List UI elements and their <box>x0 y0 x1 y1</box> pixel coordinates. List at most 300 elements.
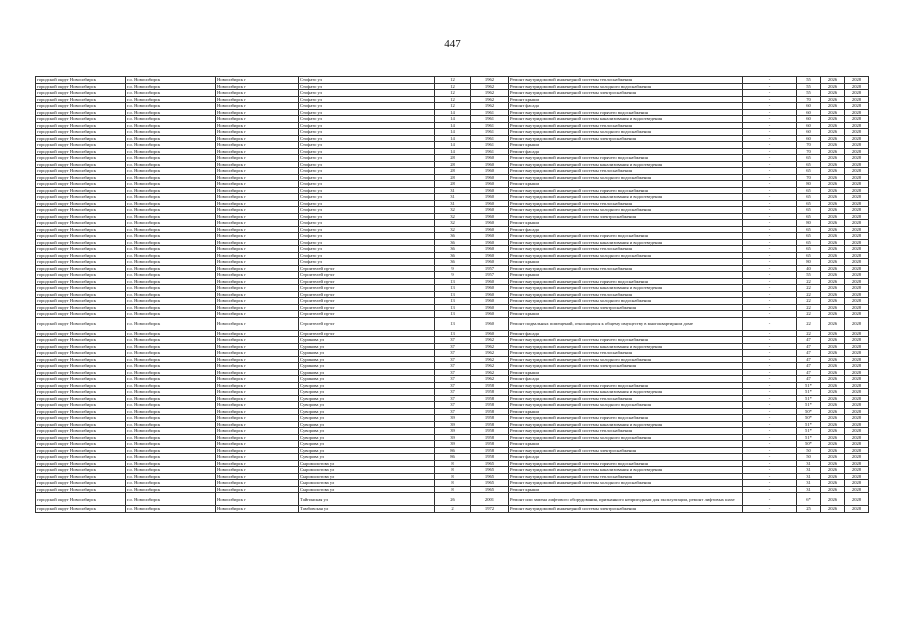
year-to-cell: 2028 <box>845 181 869 188</box>
dash-cell: - <box>743 103 797 110</box>
value-cell: 31 <box>797 473 821 480</box>
value-cell: 22 <box>797 291 821 298</box>
work-type-cell: Ремонт внутридомовой инженерной системы теплоснабжения <box>509 246 743 253</box>
house-number-cell: 37 <box>435 382 471 389</box>
build-year-cell: 1960 <box>471 181 509 188</box>
street-cell: Стофато ул <box>299 90 435 97</box>
city-district-cell: г.о. Новосибирск <box>126 129 216 136</box>
locality-cell: Новосибирск г <box>216 155 299 162</box>
city-district-cell: г.о. Новосибирск <box>126 285 216 292</box>
work-type-cell: Ремонт внутридомовой инженерной системы электроснабжения <box>509 213 743 220</box>
year-to-cell: 2028 <box>845 103 869 110</box>
locality-cell: Новосибирск г <box>216 90 299 97</box>
value-cell: 65 <box>797 194 821 201</box>
municipality-cell: городской округ Новосибирск <box>36 83 126 90</box>
city-district-cell: г.о. Новосибирск <box>126 317 216 330</box>
dash-cell: - <box>743 415 797 422</box>
value-cell: 65 <box>797 168 821 175</box>
dash-cell: - <box>743 116 797 123</box>
municipality-cell: городской округ Новосибирск <box>36 441 126 448</box>
build-year-cell: 1960 <box>471 285 509 292</box>
year-from-cell: 2026 <box>821 356 845 363</box>
street-cell: Строителей пр-кт <box>299 298 435 305</box>
dash-cell: - <box>743 122 797 129</box>
locality-cell: Новосибирск г <box>216 246 299 253</box>
year-to-cell: 2028 <box>845 467 869 474</box>
value-cell: 51* <box>797 382 821 389</box>
year-from-cell: 2026 <box>821 402 845 409</box>
house-number-cell: 14 <box>435 109 471 116</box>
value-cell: 70 <box>797 96 821 103</box>
dash-cell: - <box>743 434 797 441</box>
work-type-cell: Ремонт внутридомовой инженерной системы холодного водоснабжения <box>509 207 743 214</box>
year-to-cell: 2028 <box>845 252 869 259</box>
work-type-cell: Ремонт крыши <box>509 142 743 149</box>
municipality-cell: городской округ Новосибирск <box>36 486 126 493</box>
dash-cell: - <box>743 194 797 201</box>
year-from-cell: 2026 <box>821 493 845 506</box>
work-type-cell: Ремонт внутридомовой инженерной системы теплоснабжения <box>509 395 743 402</box>
street-cell: Строителей пр-кт <box>299 304 435 311</box>
dash-cell: - <box>743 181 797 188</box>
locality-cell: Новосибирск г <box>216 363 299 370</box>
value-cell: 31 <box>797 486 821 493</box>
dash-cell: - <box>743 272 797 279</box>
work-type-cell: Ремонт крыши <box>509 272 743 279</box>
house-number-cell: 13 <box>435 278 471 285</box>
year-to-cell: 2028 <box>845 220 869 227</box>
street-cell: Стофато ул <box>299 103 435 110</box>
city-district-cell: г.о. Новосибирск <box>126 291 216 298</box>
municipality-cell: городской округ Новосибирск <box>36 278 126 285</box>
build-year-cell: 1960 <box>471 317 509 330</box>
year-from-cell: 2026 <box>821 363 845 370</box>
street-cell: Суворова ул <box>299 408 435 415</box>
value-cell: 65 <box>797 233 821 240</box>
build-year-cell: 1960 <box>471 155 509 162</box>
year-from-cell: 2026 <box>821 441 845 448</box>
locality-cell: Новосибирск г <box>216 298 299 305</box>
year-from-cell: 2026 <box>821 460 845 467</box>
municipality-cell: городской округ Новосибирск <box>36 246 126 253</box>
build-year-cell: 1965 <box>471 473 509 480</box>
house-number-cell: 13 <box>435 291 471 298</box>
work-type-cell: Ремонт внутридомовой инженерной системы холодного водоснабжения <box>509 356 743 363</box>
locality-cell: Новосибирск г <box>216 233 299 240</box>
dash-cell: - <box>743 473 797 480</box>
value-cell: 80 <box>797 220 821 227</box>
value-cell: 60 <box>797 116 821 123</box>
locality-cell: Новосибирск г <box>216 200 299 207</box>
year-to-cell: 2028 <box>845 460 869 467</box>
year-from-cell: 2026 <box>821 122 845 129</box>
build-year-cell: 2001 <box>471 493 509 506</box>
table-row <box>36 506 869 513</box>
value-cell: 47 <box>797 337 821 344</box>
year-to-cell: 2028 <box>845 330 869 337</box>
municipality-cell: городской округ Новосибирск <box>36 168 126 175</box>
municipality-cell: городской округ Новосибирск <box>36 343 126 350</box>
city-district-cell: г.о. Новосибирск <box>126 395 216 402</box>
street-cell: Стофато ул <box>299 226 435 233</box>
locality-cell: Новосибирск г <box>216 96 299 103</box>
municipality-cell: городской округ Новосибирск <box>36 96 126 103</box>
year-from-cell: 2026 <box>821 272 845 279</box>
year-to-cell: 2028 <box>845 421 869 428</box>
value-cell: 65 <box>797 252 821 259</box>
street-cell: Сурикова ул <box>299 369 435 376</box>
year-from-cell: 2026 <box>821 252 845 259</box>
street-cell: Стофато ул <box>299 187 435 194</box>
house-number-cell: 8 <box>435 480 471 487</box>
year-from-cell: 2026 <box>821 220 845 227</box>
dash-cell: - <box>743 298 797 305</box>
year-from-cell: 2026 <box>821 447 845 454</box>
city-district-cell: г.о. Новосибирск <box>126 142 216 149</box>
build-year-cell: 1957 <box>471 265 509 272</box>
city-district-cell: г.о. Новосибирск <box>126 486 216 493</box>
work-type-cell: Ремонт внутридомовой инженерной системы канализования и водоотведения <box>509 116 743 123</box>
street-cell: Тайгинская ул <box>299 493 435 506</box>
municipality-cell: городской округ Новосибирск <box>36 506 126 513</box>
year-to-cell: 2028 <box>845 259 869 266</box>
year-to-cell: 2028 <box>845 486 869 493</box>
value-cell: 31 <box>797 480 821 487</box>
street-cell: Стофато ул <box>299 194 435 201</box>
year-to-cell: 2028 <box>845 194 869 201</box>
municipality-cell: городской округ Новосибирск <box>36 220 126 227</box>
locality-cell: Новосибирск г <box>216 382 299 389</box>
year-to-cell: 2028 <box>845 246 869 253</box>
dash-cell: - <box>743 239 797 246</box>
locality-cell: Новосибирск г <box>216 454 299 461</box>
build-year-cell: 1957 <box>471 272 509 279</box>
locality-cell: Новосибирск г <box>216 122 299 129</box>
municipality-cell: городской округ Новосибирск <box>36 298 126 305</box>
build-year-cell: 1961 <box>471 142 509 149</box>
year-to-cell: 2028 <box>845 441 869 448</box>
locality-cell: Новосибирск г <box>216 506 299 513</box>
dash-cell: - <box>743 90 797 97</box>
city-district-cell: г.о. Новосибирск <box>126 428 216 435</box>
municipality-cell: городской округ Новосибирск <box>36 304 126 311</box>
dash-cell: - <box>743 135 797 142</box>
house-number-cell: 14 <box>435 129 471 136</box>
street-cell: Стофато ул <box>299 200 435 207</box>
street-cell: Суворова ул <box>299 415 435 422</box>
dash-cell: - <box>743 311 797 318</box>
year-to-cell: 2028 <box>845 304 869 311</box>
street-cell: Стофато ул <box>299 77 435 84</box>
dash-cell: - <box>743 376 797 383</box>
year-from-cell: 2026 <box>821 103 845 110</box>
value-cell: 51* <box>797 421 821 428</box>
locality-cell: Новосибирск г <box>216 239 299 246</box>
locality-cell: Новосибирск г <box>216 194 299 201</box>
work-type-cell: Ремонт внутридомовой инженерной системы горячего водоснабжения <box>509 278 743 285</box>
value-cell: 51* <box>797 395 821 402</box>
locality-cell: Новосибирск г <box>216 272 299 279</box>
work-type-cell: Ремонт внутридомовой инженерной системы канализования и водоотведения <box>509 467 743 474</box>
year-from-cell: 2026 <box>821 187 845 194</box>
house-number-cell: 12 <box>435 96 471 103</box>
city-district-cell: г.о. Новосибирск <box>126 220 216 227</box>
house-number-cell: 28 <box>435 181 471 188</box>
municipality-cell: городской округ Новосибирск <box>36 454 126 461</box>
year-to-cell: 2028 <box>845 369 869 376</box>
dash-cell: - <box>743 363 797 370</box>
municipality-cell: городской округ Новосибирск <box>36 415 126 422</box>
value-cell: 47 <box>797 356 821 363</box>
municipality-cell: городской округ Новосибирск <box>36 467 126 474</box>
dash-cell: - <box>743 278 797 285</box>
house-number-cell: 14 <box>435 122 471 129</box>
locality-cell: Новосибирск г <box>216 226 299 233</box>
locality-cell: Новосибирск г <box>216 337 299 344</box>
year-to-cell: 2028 <box>845 233 869 240</box>
value-cell: 55 <box>797 83 821 90</box>
year-from-cell: 2026 <box>821 90 845 97</box>
year-to-cell: 2028 <box>845 298 869 305</box>
dash-cell: - <box>743 330 797 337</box>
house-number-cell: 2 <box>435 506 471 513</box>
dash-cell: - <box>743 220 797 227</box>
work-type-cell: Ремонт крыши <box>509 369 743 376</box>
year-to-cell: 2028 <box>845 376 869 383</box>
house-number-cell: 28 <box>435 168 471 175</box>
build-year-cell: 1962 <box>471 369 509 376</box>
year-from-cell: 2026 <box>821 473 845 480</box>
build-year-cell: 1960 <box>471 304 509 311</box>
value-cell: 65 <box>797 226 821 233</box>
city-district-cell: г.о. Новосибирск <box>126 506 216 513</box>
house-number-cell: 28 <box>435 155 471 162</box>
municipality-cell: городской округ Новосибирск <box>36 213 126 220</box>
municipality-cell: городской округ Новосибирск <box>36 389 126 396</box>
municipality-cell: городской округ Новосибирск <box>36 480 126 487</box>
house-number-cell: 8 <box>435 460 471 467</box>
year-to-cell: 2028 <box>845 337 869 344</box>
year-from-cell: 2026 <box>821 226 845 233</box>
street-cell: Стофато ул <box>299 239 435 246</box>
year-to-cell: 2028 <box>845 226 869 233</box>
locality-cell: Новосибирск г <box>216 441 299 448</box>
dash-cell: - <box>743 369 797 376</box>
locality-cell: Новосибирск г <box>216 304 299 311</box>
year-to-cell: 2028 <box>845 317 869 330</box>
house-number-cell: 32 <box>435 213 471 220</box>
year-from-cell: 2026 <box>821 421 845 428</box>
work-type-cell: Ремонт крыши <box>509 220 743 227</box>
locality-cell: Новосибирск г <box>216 473 299 480</box>
locality-cell: Новосибирск г <box>216 259 299 266</box>
value-cell: 50 <box>797 454 821 461</box>
build-year-cell: 1960 <box>471 252 509 259</box>
city-district-cell: г.о. Новосибирск <box>126 168 216 175</box>
house-number-cell: 39 <box>435 434 471 441</box>
year-from-cell: 2026 <box>821 480 845 487</box>
street-cell: Строителей пр-кт <box>299 317 435 330</box>
value-cell: 55 <box>797 90 821 97</box>
street-cell: Строителей пр-кт <box>299 272 435 279</box>
municipality-cell: городской округ Новосибирск <box>36 330 126 337</box>
work-type-cell: Ремонт фасада <box>509 148 743 155</box>
year-to-cell: 2028 <box>845 272 869 279</box>
value-cell: 22 <box>797 298 821 305</box>
year-from-cell: 2026 <box>821 454 845 461</box>
locality-cell: Новосибирск г <box>216 350 299 357</box>
municipality-cell: городской округ Новосибирск <box>36 226 126 233</box>
city-district-cell: г.о. Новосибирск <box>126 278 216 285</box>
street-cell: Сурикова ул <box>299 376 435 383</box>
locality-cell: Новосибирск г <box>216 103 299 110</box>
year-to-cell: 2028 <box>845 402 869 409</box>
locality-cell: Новосибирск г <box>216 285 299 292</box>
city-district-cell: г.о. Новосибирск <box>126 473 216 480</box>
locality-cell: Новосибирск г <box>216 181 299 188</box>
year-to-cell: 2028 <box>845 493 869 506</box>
locality-cell: Новосибирск г <box>216 343 299 350</box>
locality-cell: Новосибирск г <box>216 77 299 84</box>
value-cell: 22 <box>797 278 821 285</box>
year-to-cell: 2028 <box>845 265 869 272</box>
dash-cell: - <box>743 395 797 402</box>
house-number-cell: 28 <box>435 161 471 168</box>
municipality-cell: городской округ Новосибирск <box>36 356 126 363</box>
house-number-cell: 36 <box>435 239 471 246</box>
year-from-cell: 2026 <box>821 259 845 266</box>
city-district-cell: г.о. Новосибирск <box>126 493 216 506</box>
table-row <box>36 493 869 506</box>
year-to-cell: 2028 <box>845 168 869 175</box>
dash-cell: - <box>743 317 797 330</box>
city-district-cell: г.о. Новосибирск <box>126 441 216 448</box>
build-year-cell: 1958 <box>471 382 509 389</box>
street-cell: Стофато ул <box>299 155 435 162</box>
build-year-cell: 1965 <box>471 486 509 493</box>
work-type-cell: Ремонт внутридомовой инженерной системы канализования и водоотведения <box>509 285 743 292</box>
value-cell: 47 <box>797 363 821 370</box>
year-to-cell: 2028 <box>845 447 869 454</box>
locality-cell: Новосибирск г <box>216 142 299 149</box>
locality-cell: Новосибирск г <box>216 135 299 142</box>
city-district-cell: г.о. Новосибирск <box>126 96 216 103</box>
year-to-cell: 2028 <box>845 83 869 90</box>
city-district-cell: г.о. Новосибирск <box>126 187 216 194</box>
year-from-cell: 2026 <box>821 291 845 298</box>
value-cell: 22 <box>797 317 821 330</box>
year-from-cell: 2026 <box>821 369 845 376</box>
work-type-cell: Ремонт внутридомовой инженерной системы теплоснабжения <box>509 122 743 129</box>
build-year-cell: 1962 <box>471 350 509 357</box>
locality-cell: Новосибирск г <box>216 252 299 259</box>
year-from-cell: 2026 <box>821 142 845 149</box>
work-type-cell: Ремонт внутридомовой инженерной системы холодного водоснабжения <box>509 174 743 181</box>
street-cell: Стофато ул <box>299 246 435 253</box>
value-cell: 47 <box>797 376 821 383</box>
city-district-cell: г.о. Новосибирск <box>126 103 216 110</box>
year-from-cell: 2026 <box>821 265 845 272</box>
year-to-cell: 2028 <box>845 363 869 370</box>
dash-cell: - <box>743 207 797 214</box>
work-type-cell: Ремонт крыши <box>509 441 743 448</box>
street-cell: Сыромолотова ул <box>299 486 435 493</box>
city-district-cell: г.о. Новосибирск <box>126 330 216 337</box>
build-year-cell: 1958 <box>471 441 509 448</box>
year-from-cell: 2026 <box>821 246 845 253</box>
city-district-cell: г.о. Новосибирск <box>126 382 216 389</box>
work-type-cell: Ремонт внутридомовой инженерной системы теплоснабжения <box>509 428 743 435</box>
dash-cell: - <box>743 285 797 292</box>
work-type-cell: Ремонт подвальных помещений, относящихся к общему имуществу в многоквартирном доме <box>509 317 743 330</box>
build-year-cell: 1972 <box>471 506 509 513</box>
year-to-cell: 2028 <box>845 207 869 214</box>
year-to-cell: 2028 <box>845 122 869 129</box>
dash-cell: - <box>743 213 797 220</box>
street-cell: Строителей пр-кт <box>299 291 435 298</box>
value-cell: 60 <box>797 122 821 129</box>
year-from-cell: 2026 <box>821 148 845 155</box>
city-district-cell: г.о. Новосибирск <box>126 90 216 97</box>
value-cell: 47 <box>797 343 821 350</box>
street-cell: Стофато ул <box>299 213 435 220</box>
build-year-cell: 1961 <box>471 122 509 129</box>
street-cell: Стофато ул <box>299 129 435 136</box>
street-cell: Строителей пр-кт <box>299 311 435 318</box>
municipality-cell: городской округ Новосибирск <box>36 161 126 168</box>
work-type-cell: Ремонт фасада <box>509 330 743 337</box>
year-from-cell: 2026 <box>821 200 845 207</box>
work-type-cell: Ремонт внутридомовой инженерной системы теплоснабжения <box>509 168 743 175</box>
year-from-cell: 2026 <box>821 389 845 396</box>
value-cell: 50* <box>797 415 821 422</box>
house-number-cell: 9 <box>435 272 471 279</box>
dash-cell: - <box>743 304 797 311</box>
locality-cell: Новосибирск г <box>216 291 299 298</box>
city-district-cell: г.о. Новосибирск <box>126 460 216 467</box>
work-type-cell: Ремонт крыши <box>509 96 743 103</box>
municipality-cell: городской округ Новосибирск <box>36 259 126 266</box>
year-to-cell: 2028 <box>845 129 869 136</box>
build-year-cell: 1960 <box>471 168 509 175</box>
year-from-cell: 2026 <box>821 506 845 513</box>
build-year-cell: 1961 <box>471 135 509 142</box>
dash-cell: - <box>743 356 797 363</box>
year-to-cell: 2028 <box>845 480 869 487</box>
year-from-cell: 2026 <box>821 174 845 181</box>
work-type-cell: Ремонт крыши <box>509 486 743 493</box>
year-from-cell: 2026 <box>821 486 845 493</box>
year-from-cell: 2026 <box>821 109 845 116</box>
work-type-cell: Ремонт внутридомовой инженерной системы горячего водоснабжения <box>509 337 743 344</box>
municipality-cell: городской округ Новосибирск <box>36 207 126 214</box>
city-district-cell: г.о. Новосибирск <box>126 252 216 259</box>
house-number-cell: 37 <box>435 408 471 415</box>
house-number-cell: 13 <box>435 317 471 330</box>
street-cell: Стофато ул <box>299 109 435 116</box>
dash-cell: - <box>743 174 797 181</box>
house-number-cell: 36 <box>435 259 471 266</box>
dash-cell: - <box>743 96 797 103</box>
work-type-cell: Ремонт внутридомовой инженерной системы горячего водоснабжения <box>509 460 743 467</box>
build-year-cell: 1960 <box>471 291 509 298</box>
house-number-cell: 31 <box>435 187 471 194</box>
house-number-cell: 14 <box>435 116 471 123</box>
year-to-cell: 2028 <box>845 200 869 207</box>
city-district-cell: г.о. Новосибирск <box>126 207 216 214</box>
street-cell: Суворова ул <box>299 447 435 454</box>
year-from-cell: 2026 <box>821 77 845 84</box>
